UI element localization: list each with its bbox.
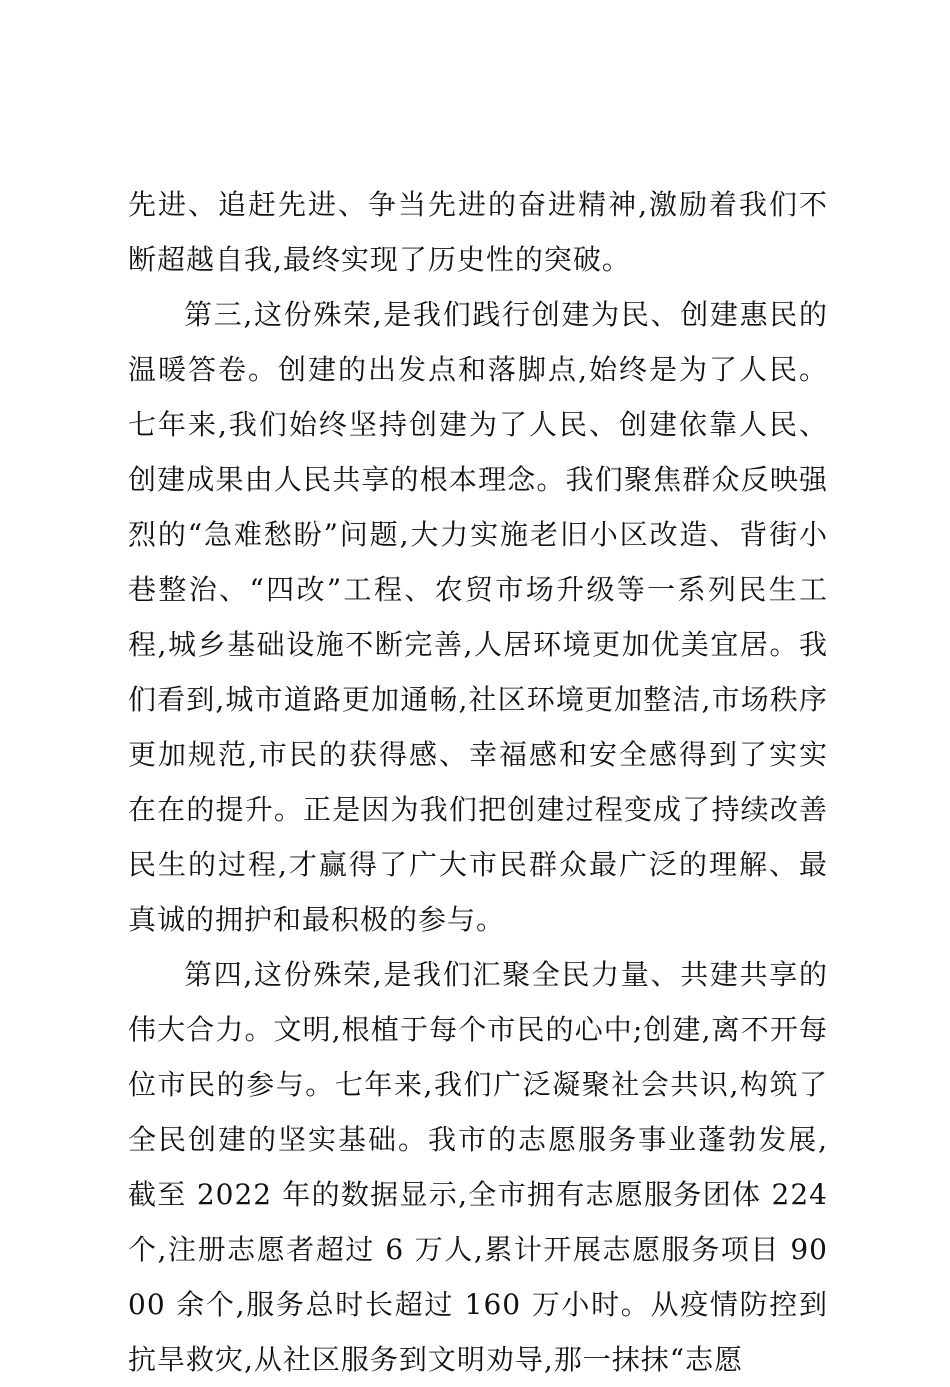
paragraph-continuation: 先进、追赶先进、争当先进的奋进精神,激励着我们不断超越自我,最终实现了历史性的突破。 [128,188,828,276]
body-text [128,177,828,1387]
paragraph-third: 第三,这份殊荣,是我们践行创建为民、创建惠民的温暖答卷。创建的出发点和落脚点,始终是为了人民。七年来,我们始终坚持创建为了人民、创建依靠人民、创建成果由人民共享的根本理念。我们聚焦群众反映强烈的“急难愁盼”问题,大力实施老旧小区改造、背街小巷整治、“四改”工程、农贸市场升级等一系列民生工程,城乡基础设施不断完善,人居环境更加优美宜居。我们看到,城市道路更加通畅,社区环境更加整洁,市场秩序更加规范,市民的获得感、幸福感和安全感得到了实实在在的提升。正是因为我们把创建过程变成了持续改善民生的过程,才赢得了广大市民群众最广泛的理解、最真诚的拥护和最积极的参与。 [128,298,828,936]
paragraph-fourth: 第四,这份殊荣,是我们汇聚全民力量、共建共享的伟大合力。文明,根植于每个市民的心中;创建,离不开每位市民的参与。七年来,我们广泛凝聚社会共识,构筑了全民创建的坚实基础。我市的志愿服务事业蓬勃发展,截至 2022 年的数据显示,全市拥有志愿服务团体 224 个,注册志愿者超过 6 万人,累计开展志愿服务项目 9000 余个,服务总时长超过 160 万小时。从疫情防控到抗旱救灾,从社区服务到文明劝导,那一抹抹“志愿 [128,958,828,1376]
